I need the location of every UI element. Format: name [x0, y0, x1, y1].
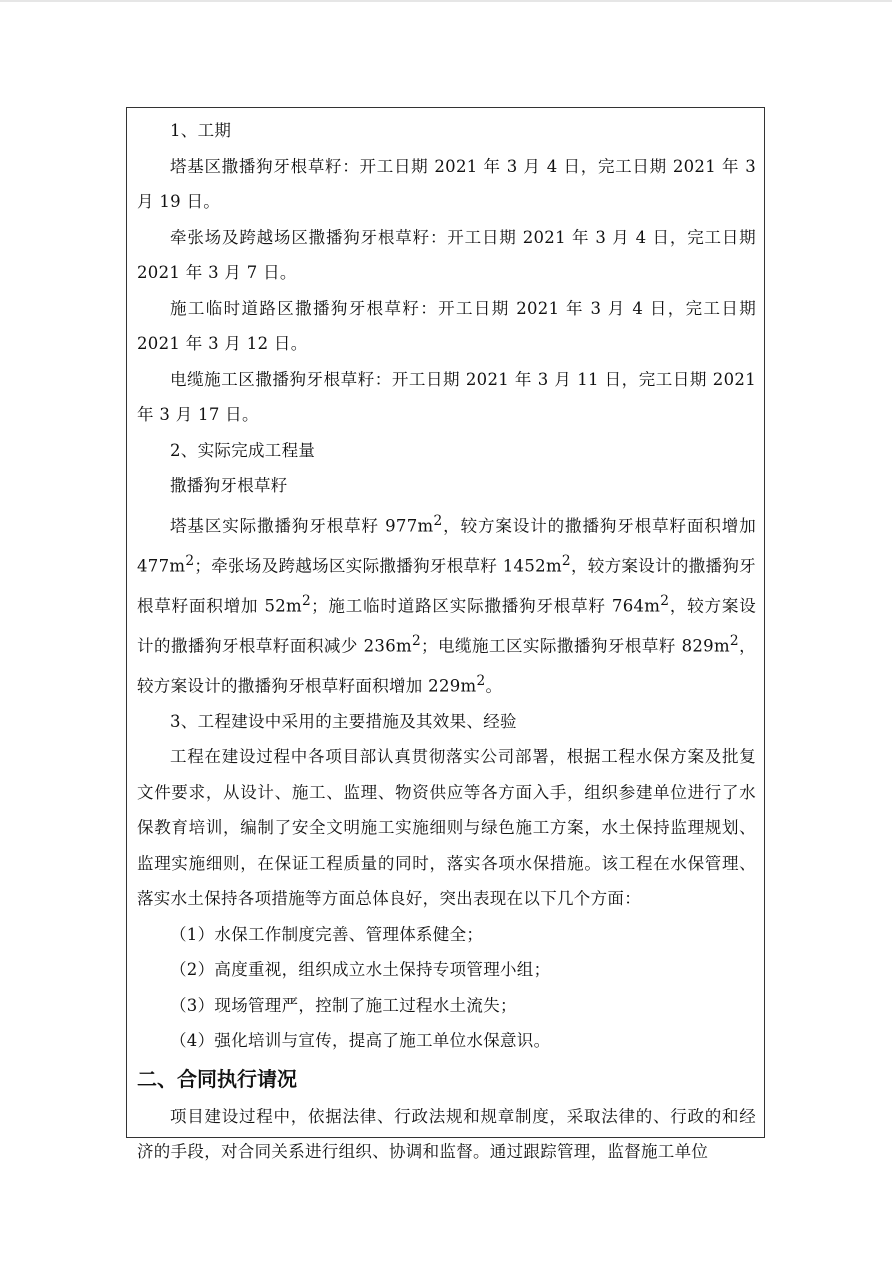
quantity-subheading: 撒播狗牙根草籽 [170, 476, 288, 495]
quantity-text: 。 [485, 676, 503, 695]
document-frame [126, 107, 765, 1161]
schedule-tower-area: 塔基区撒播狗牙根草籽：开工日期 2021 年 3 月 4 日，完工日期 2021 年 3 月 19 日。 [137, 156, 756, 211]
section-heading-measures: 3、工程建设中采用的主要措施及其效果、经验 [170, 711, 517, 731]
document-content [137, 108, 756, 1170]
measure-item: （4）强化培训与宣传，提高了施工单位水保意识。 [170, 1031, 551, 1050]
page-top-border [0, 0, 892, 2]
measures-intro: 工程在建设过程中各项目部认真贯彻落实公司部署，根据工程水保方案及批复文件要求，从设计、施工、监理、物资供应等各方面入手，组织参建单位进行了水保教育培训，编制了安全文明施工实施细则与绿色施工方案，水土保持监理规划、监理实施细则，在保证工程质量的同时，落实各项水保措施。该工程在水保管理、落实水土保持各项措施等方面总体良好，突出表现在以下几个方面： [137, 747, 756, 908]
superscript: 2 [660, 592, 670, 609]
quantity-text: ，较方案设计的撒播狗牙根草籽面积减少 236m [137, 596, 757, 655]
quantity-text: ；施工临时道路区实际撒播狗牙根草籽 764m [311, 596, 661, 615]
chapter-title-contract: 二、合同执行请况 [137, 1066, 297, 1091]
superscript: 2 [729, 632, 739, 649]
superscript: 2 [433, 512, 443, 529]
schedule-cable-area: 电缆施工区撒播狗牙根草籽：开工日期 2021 年 3 月 11 日，完工日期 2021 年 3 月 17 日。 [137, 369, 756, 424]
schedule-temp-road: 施工临时道路区撒播狗牙根草籽：开工日期 2021 年 3 月 4 日，完工日期 2021 年 3 月 12 日。 [137, 298, 756, 353]
quantity-text: ；电缆施工区实际撒播狗牙根草籽 829m [421, 636, 730, 655]
superscript: 2 [561, 552, 571, 569]
superscript: 2 [411, 632, 421, 649]
quantity-text: ；牵张场及跨越场区实际撒播狗牙根草籽 1452m [194, 556, 562, 575]
schedule-tension-field: 牵张场及跨越场区撒播狗牙根草籽：开工日期 2021 年 3 月 4 日，完工日期 2021 年 3 月 7 日。 [137, 227, 756, 282]
measure-item: （2）高度重视，组织成立水土保持专项管理小组； [170, 960, 551, 979]
superscript: 2 [302, 592, 312, 609]
section-heading-quantity: 2、实际完成工程量 [170, 440, 316, 460]
quantity-text: ，较方案设计的撒播狗牙根草籽面积增加 52m [137, 556, 756, 615]
section-heading-schedule: 1、工期 [170, 121, 232, 140]
quantity-text: 塔基区实际撒播狗牙根草籽 977m [170, 516, 434, 535]
measure-item: （1）水保工作制度完善、管理体系健全； [170, 924, 484, 944]
superscript: 2 [185, 552, 195, 569]
quantity-text: ，较方案设计的撒播狗牙根草籽面积增加 229m [137, 636, 756, 695]
contract-paragraph: 项目建设过程中，依据法律、行政法规和规章制度，采取法律的、行政的和经济的手段，对合同关系进行组织、协调和监督。通过跟踪管理，监督施工单位 [137, 1106, 756, 1161]
superscript: 2 [476, 672, 486, 689]
quantity-paragraph [137, 504, 756, 704]
measure-item: （3）现场管理严，控制了施工过程水土流失； [170, 995, 517, 1015]
quantity-text: ，较方案设计的撒播狗牙根草籽面积增加 477m [137, 516, 757, 575]
